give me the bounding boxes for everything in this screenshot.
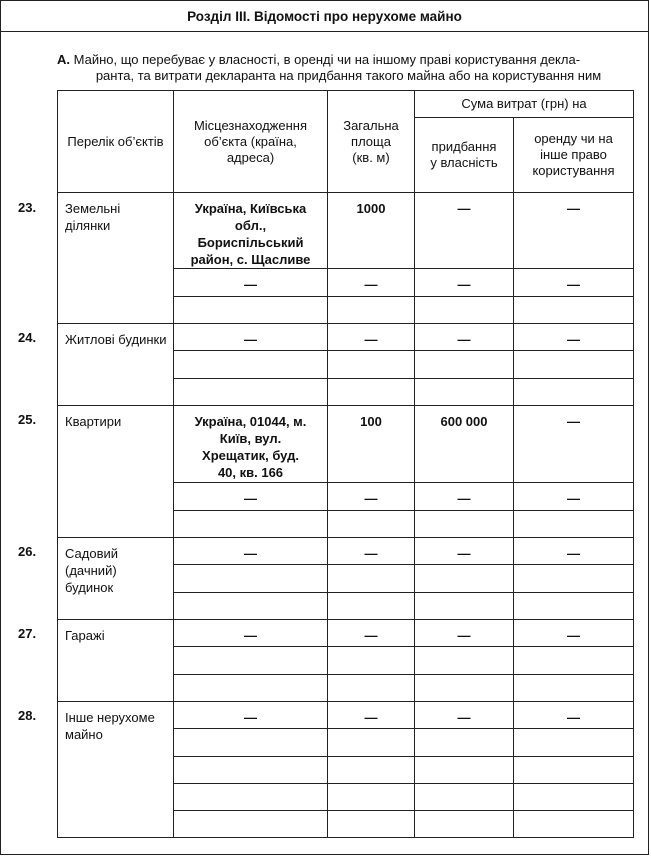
empty-cell <box>514 379 634 406</box>
purchase-cell: — <box>415 702 514 729</box>
section-title: Розділ ІІІ. Відомості про нерухоме майно <box>1 1 648 32</box>
purchase-cell: — <box>415 538 514 565</box>
empty-cell <box>514 647 634 675</box>
area-cell: — <box>328 269 415 297</box>
row-number-27: 27. <box>18 626 37 641</box>
area-cell: 100 <box>328 406 415 483</box>
location-cell: — <box>174 324 328 351</box>
empty-cell <box>415 593 514 620</box>
row-number-25: 25. <box>18 412 37 427</box>
empty-cell <box>514 811 634 838</box>
empty-cell <box>514 675 634 702</box>
empty-cell <box>514 784 634 811</box>
empty-cell <box>328 297 415 324</box>
empty-cell <box>174 811 328 838</box>
area-cell: — <box>328 324 415 351</box>
empty-cell <box>174 351 328 379</box>
subsection-heading <box>57 52 634 84</box>
empty-cell <box>415 675 514 702</box>
category-country-house: Садовий (дачний) будинок <box>58 538 174 620</box>
location-cell: — <box>174 538 328 565</box>
rent-cell: — <box>514 193 634 269</box>
category-houses: Житлові будинки <box>58 324 174 406</box>
empty-cell <box>514 729 634 757</box>
empty-cell <box>415 729 514 757</box>
rent-cell: — <box>514 324 634 351</box>
empty-cell <box>174 297 328 324</box>
header-location: Місцезнаходження об’єкта (країна, адреса) <box>174 91 328 193</box>
location-cell: — <box>174 269 328 297</box>
empty-cell <box>174 675 328 702</box>
category-apartments: Квартири <box>58 406 174 538</box>
row-number-24: 24. <box>18 330 37 345</box>
location-cell: — <box>174 483 328 511</box>
real-estate-table <box>57 90 634 838</box>
rent-cell: — <box>514 702 634 729</box>
empty-cell <box>514 593 634 620</box>
subsection-text-line2: ранта, та витрати декларанта на придбання такого майна або на користування ним <box>95 68 602 83</box>
header-purchase: придбання у власність <box>415 118 514 193</box>
empty-cell <box>415 784 514 811</box>
header-objects: Перелік об’єктів <box>58 91 174 193</box>
area-cell: 1000 <box>328 193 415 269</box>
location-cell: — <box>174 620 328 647</box>
location-cell: — <box>174 702 328 729</box>
empty-cell <box>415 757 514 784</box>
subsection-text-line1: Майно, що перебуває у власності, в оренді чи на іншому праві користування декла- <box>73 52 581 67</box>
empty-cell <box>328 351 415 379</box>
header-area: Загальна площа (кв. м) <box>328 91 415 193</box>
header-expenses: Сума витрат (грн) на <box>415 91 634 118</box>
rent-cell: — <box>514 538 634 565</box>
empty-cell <box>328 675 415 702</box>
empty-cell <box>328 729 415 757</box>
empty-cell <box>328 784 415 811</box>
purchase-cell: — <box>415 483 514 511</box>
empty-cell <box>514 757 634 784</box>
empty-cell <box>328 593 415 620</box>
empty-cell <box>514 297 634 324</box>
area-cell: — <box>328 483 415 511</box>
subsection-letter: А. <box>57 52 70 67</box>
empty-cell <box>514 511 634 538</box>
empty-cell <box>514 565 634 593</box>
empty-cell <box>174 784 328 811</box>
empty-cell <box>174 647 328 675</box>
row-number-23: 23. <box>18 200 37 215</box>
purchase-cell: — <box>415 324 514 351</box>
empty-cell <box>514 351 634 379</box>
rent-cell: — <box>514 620 634 647</box>
purchase-cell: 600 000 <box>415 406 514 483</box>
row-number-28: 28. <box>18 708 37 723</box>
empty-cell <box>415 511 514 538</box>
empty-cell <box>415 565 514 593</box>
empty-cell <box>415 811 514 838</box>
category-land: Земельні ділянки <box>58 193 174 324</box>
row-number-26: 26. <box>18 544 37 559</box>
empty-cell <box>174 565 328 593</box>
empty-cell <box>415 297 514 324</box>
empty-cell <box>328 647 415 675</box>
empty-cell <box>415 379 514 406</box>
empty-cell <box>328 811 415 838</box>
empty-cell <box>174 593 328 620</box>
empty-cell <box>328 511 415 538</box>
purchase-cell: — <box>415 620 514 647</box>
empty-cell <box>328 379 415 406</box>
rent-cell: — <box>514 269 634 297</box>
location-cell: Україна, Київська обл., Бориспільський район, с. Щасливе <box>174 193 328 269</box>
header-rent: оренду чи на інше право користування <box>514 118 634 193</box>
area-cell: — <box>328 620 415 647</box>
empty-cell <box>174 511 328 538</box>
empty-cell <box>328 757 415 784</box>
area-cell: — <box>328 538 415 565</box>
empty-cell <box>174 379 328 406</box>
rent-cell: — <box>514 406 634 483</box>
category-garages: Гаражі <box>58 620 174 702</box>
empty-cell <box>415 351 514 379</box>
rent-cell: — <box>514 483 634 511</box>
location-cell: Україна, 01044, м. Київ, вул. Хрещатик, буд. 40, кв. 166 <box>174 406 328 483</box>
empty-cell <box>415 647 514 675</box>
category-other-property: Інше нерухоме майно <box>58 702 174 838</box>
empty-cell <box>174 729 328 757</box>
purchase-cell: — <box>415 269 514 297</box>
empty-cell <box>328 565 415 593</box>
empty-cell <box>174 757 328 784</box>
area-cell: — <box>328 702 415 729</box>
purchase-cell: — <box>415 193 514 269</box>
